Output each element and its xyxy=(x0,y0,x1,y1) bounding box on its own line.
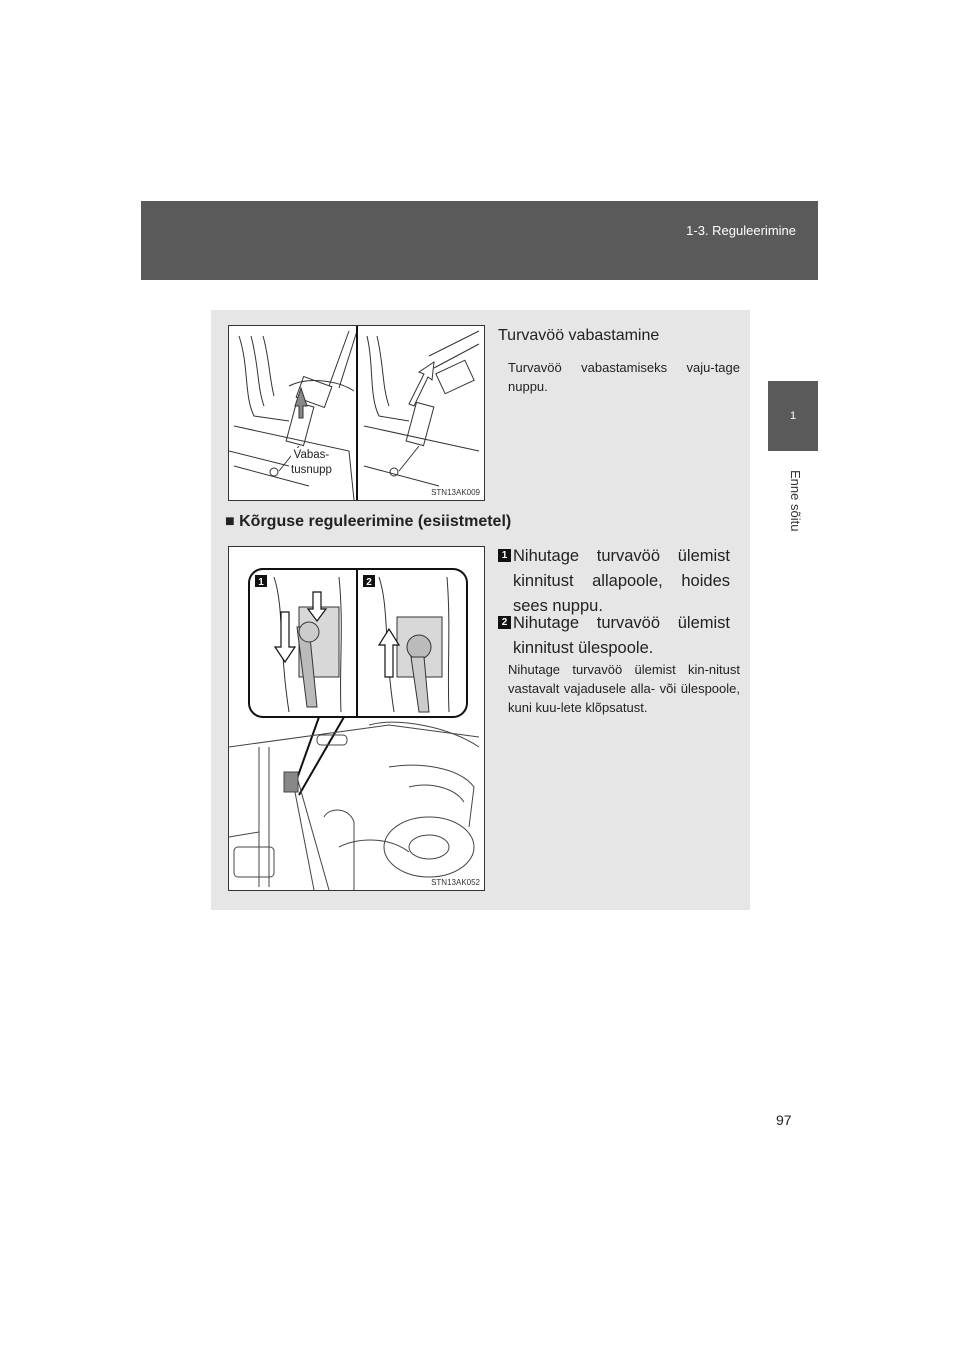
section-marker: ■ xyxy=(225,513,235,530)
inset-label-1: 1 xyxy=(258,577,264,588)
release-button-label: Vabas- tusnupp xyxy=(291,449,332,476)
step-item xyxy=(498,611,730,661)
height-adjust-note: Nihutage turvavöö ülemist kin-nitust vastavalt vajadusele alla- või ülespoole, kuni kuu-lete klõpsatust. xyxy=(508,662,740,715)
inset-label-2: 2 xyxy=(366,577,372,588)
release-body: Turvavöö vabastamiseks vaju-tage nuppu. xyxy=(508,360,740,394)
section-heading xyxy=(225,513,511,531)
seatbelt-release-drawing xyxy=(229,326,484,500)
height-adjust-drawing xyxy=(229,547,484,890)
step-number-badge: 2 xyxy=(498,616,511,629)
header-bar xyxy=(141,201,818,280)
height-adjust-illustration xyxy=(228,546,485,891)
figure-code: STN13AK009 xyxy=(431,488,480,497)
figure-code: STN13AK052 xyxy=(431,878,480,887)
content-panel xyxy=(211,310,750,910)
release-heading: Turvavöö vabastamine xyxy=(498,327,660,344)
section-title: 1-3. Reguleerimine xyxy=(686,223,796,238)
step-number-badge: 1 xyxy=(498,549,511,562)
section-heading-text: Kõrguse reguleerimine (esiistmetel) xyxy=(239,513,512,530)
step-item xyxy=(498,544,730,619)
step-text: Nihutage turvavöö ülemist kinnitust allapoole, hoides sees nuppu. xyxy=(513,547,730,615)
seatbelt-release-illustration xyxy=(228,325,485,501)
chapter-label: Enne sõitu xyxy=(788,470,803,532)
chapter-tab: 1 xyxy=(768,381,818,451)
step-text: Nihutage turvavöö ülemist kinnitust ülespoole. xyxy=(513,614,730,657)
page-number: 97 xyxy=(776,1112,792,1128)
